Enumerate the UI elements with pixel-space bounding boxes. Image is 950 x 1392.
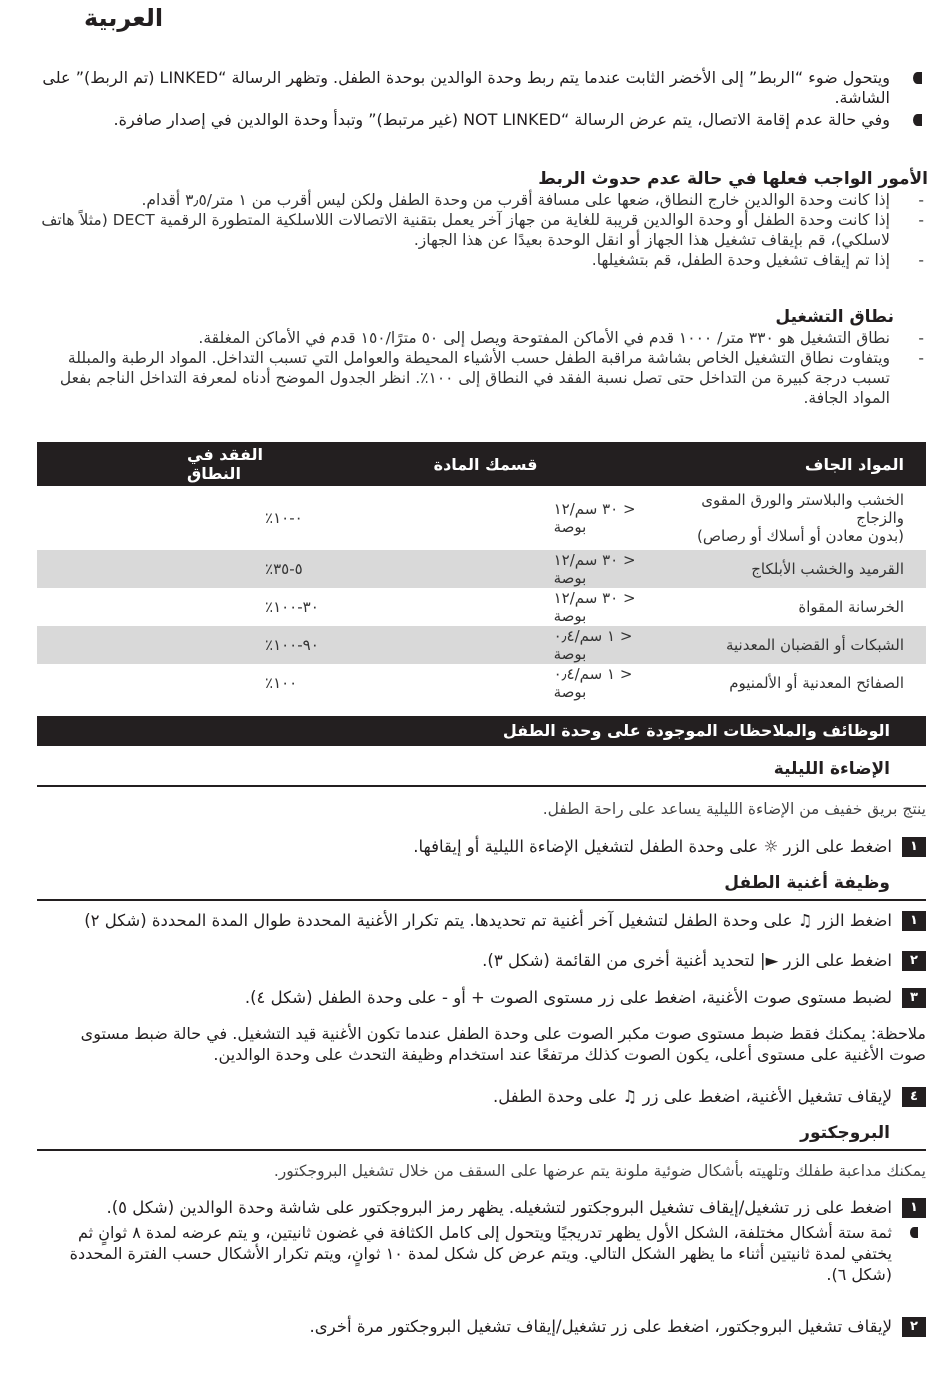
divider bbox=[37, 785, 926, 787]
table-cell-thickness: < ٣٠ سم/١٢ بوصة bbox=[553, 500, 636, 536]
step-text: اضغط الزر ♫ على وحدة الطفل لتشغيل آخر أغنية تم تحديدها. يتم تكرار الأغنية المحددة طوال المدة المحددة (شكل ٢) bbox=[84, 911, 892, 930]
table-cell-material: الشبكات أو القضبان المعدنية bbox=[674, 626, 926, 664]
bullet-text: وفي حالة عدم إقامة الاتصال، يتم عرض الرسالة “NOT LINKED (غير مرتبط)” وتبدأ وحدة الوالدين في إصدار صافرة. bbox=[113, 110, 890, 129]
not-linked-section bbox=[40, 168, 928, 270]
table-cell-thickness: < ٣٠ سم/١٢ بوصة bbox=[553, 589, 636, 625]
bullet-item bbox=[40, 68, 928, 108]
functions-section-bar: الوظائف والملاحظات الموجودة على وحدة الطفل bbox=[37, 716, 926, 746]
projector-step bbox=[40, 1197, 926, 1219]
table-row bbox=[37, 550, 926, 588]
lullaby-step bbox=[40, 987, 926, 1009]
step-text: اضغط على الزر ☼ على وحدة الطفل لتشغيل الإضاءة الليلية أو إيقافها. bbox=[413, 837, 892, 856]
dash-marker: - bbox=[918, 211, 924, 229]
table-cell-material: القرميد والخشب الأبلكاج bbox=[674, 550, 926, 588]
table-cell-loss: ٩٠-١٠٠٪ bbox=[37, 626, 344, 664]
list-item bbox=[40, 250, 928, 270]
dash-marker: - bbox=[918, 329, 924, 347]
night-light-heading: الإضاءة الليلية bbox=[773, 759, 890, 779]
table-cell-loss: ٣٠-١٠٠٪ bbox=[265, 598, 319, 616]
step-number: ١ bbox=[902, 911, 926, 931]
list-item-text: إذا كانت وحدة الوالدين خارج النطاق، ضعها على مسافة أقرب من وحدة الطفل ولكن ليس أقرب من ١ متر/٣٫٥ أقدام. bbox=[141, 191, 890, 209]
list-item bbox=[40, 210, 928, 250]
bullet-text: ويتحول ضوء “الربط” إلى الأخضر الثابت عندما يتم ربط وحدة الوالدين بوحدة الطفل. وتظهر الرسالة “LINKED (تم الربط)” على الشاشة. bbox=[42, 68, 890, 107]
bullet-icon bbox=[913, 114, 922, 126]
language-title: العربية bbox=[84, 4, 164, 32]
table-cell-material: الصفائح المعدنية أو الألمنيوم bbox=[729, 674, 904, 692]
step-number: ١ bbox=[902, 837, 926, 857]
projector-heading: البروجكتور bbox=[800, 1123, 890, 1143]
list-item-text: إذا تم إيقاف تشغيل وحدة الطفل، قم بتشغيلها. bbox=[591, 251, 890, 269]
interference-table bbox=[37, 442, 926, 702]
step-number: ٤ bbox=[902, 1087, 926, 1107]
lullaby-step bbox=[40, 950, 926, 972]
lullaby-note: ملاحظة: يمكنك فقط ضبط مستوى صوت مكبر الصوت على وحدة الطفل عندما تكون الأغنية قيد التشغيل. في حالة ضبط مستوى صوت الأغنية على مستوى أعلى، يكون الصوت كذلك مرتفعًا عند استخدام وظيفة التحدث على وحدة الوالدين. bbox=[80, 1024, 926, 1064]
night-light-step bbox=[40, 836, 926, 858]
list-item bbox=[40, 328, 928, 348]
lullaby-heading: وظيفة أغنية الطفل bbox=[724, 873, 890, 893]
table-cell-thickness: < ٣٠ سم/١٢ بوصة bbox=[344, 550, 675, 588]
dash-marker: - bbox=[918, 191, 924, 209]
bullet-text: ثمة ستة أشكال مختلفة، الشكل الأول يظهر تدريجيًا ويتحول إلى كامل الكثافة في غضون ثانيتين، و يتم عرضه لمدة ٨ ثوانٍ ثم يختفي لمدة ثانيتين أثناء ما يظهر الشكل التالي. ويتم عرض كل شكل لمدة ١٠ ثوانٍ، ويتم تكرار الأشكال حسب الفترة المحددة (شكل ٦). bbox=[69, 1223, 892, 1284]
step-text: لضبط مستوى صوت الأغنية، اضغط على زر مستوى الصوت + أو - على وحدة الطفل (شكل ٤). bbox=[244, 988, 892, 1007]
projector-sub-bullet bbox=[40, 1222, 926, 1285]
table-cell-loss: ٥-٣٥٪ bbox=[37, 550, 344, 588]
list-item-text: إذا كانت وحدة الطفل أو وحدة الوالدين قريبة للغاية من جهاز آخر يعمل بتقنية الاتصالات اللاسلكية المتطورة الرقمية DECT (مثلاً هاتف لاسلكي)، قم بإيقاف تشغيل هذا الجهاز أو انقل الوحدة بعيدًا عن هذا الجهاز. bbox=[41, 211, 890, 249]
column-header-thickness: قسمك المادة bbox=[344, 442, 675, 486]
lullaby-step bbox=[40, 910, 926, 932]
table-cell-material: الخرسانة المقواة bbox=[798, 598, 904, 616]
linked-status-bullets bbox=[40, 68, 928, 132]
lullaby-step bbox=[40, 1086, 926, 1108]
projector-step bbox=[40, 1316, 926, 1338]
dash-marker: - bbox=[918, 251, 924, 269]
table-row bbox=[37, 626, 926, 664]
list-item bbox=[40, 190, 928, 210]
step-number: ٢ bbox=[902, 951, 926, 971]
step-number: ٢ bbox=[902, 1317, 926, 1337]
step-text: لإيقاف تشغيل البروجكتور، اضغط على زر تشغيل/إيقاف تشغيل البروجكتور مرة أخرى. bbox=[309, 1317, 892, 1336]
list-item bbox=[40, 348, 928, 408]
section-heading: نطاق التشغيل bbox=[775, 307, 894, 327]
dash-list bbox=[40, 328, 928, 408]
table-header-row bbox=[37, 442, 926, 486]
dash-marker: - bbox=[918, 349, 924, 367]
bullet-item bbox=[40, 110, 928, 130]
table-cell-loss: ٠-١٠٪ bbox=[265, 509, 303, 527]
dash-list bbox=[40, 190, 928, 270]
step-text: لإيقاف تشغيل الأغنية، اضغط على زر ♫ على وحدة الطفل. bbox=[493, 1087, 892, 1106]
projector-intro: يمكنك مداعبة طفلك وتلهيته بأشكال ضوئية ملونة يتم عرضها على السقف من خلال تشغيل البروجكتور. bbox=[273, 1162, 926, 1180]
table-cell-loss: ١٠٠٪ bbox=[265, 674, 298, 692]
table-row bbox=[37, 664, 926, 702]
bullet-icon bbox=[910, 1227, 918, 1238]
table-row bbox=[37, 588, 926, 626]
divider bbox=[37, 1149, 926, 1151]
bullet-icon bbox=[913, 72, 922, 84]
step-number: ١ bbox=[902, 1198, 926, 1218]
step-number: ٣ bbox=[902, 988, 926, 1008]
list-item-text: نطاق التشغيل هو ٣٣٠ متر/ ١٠٠٠ قدم في الأماكن المفتوحة ويصل إلى ٥٠ مترًا/١٥٠ قدم في الأماكن المغلقة. bbox=[198, 329, 890, 347]
step-text: اضغط على الزر ►| لتحديد أغنية أخرى من القائمة (شكل ٣). bbox=[482, 951, 892, 970]
table-cell-thickness: < ١ سم/٠٫٤ بوصة bbox=[344, 626, 675, 664]
column-header-material: المواد الجاف bbox=[674, 442, 926, 486]
range-section bbox=[40, 306, 928, 408]
table-cell-material: الخشب والبلاستر والورق المقوى والزجاج (بدون معادن أو أسلاك أو رصاص) bbox=[697, 491, 904, 545]
step-text: اضغط على زر تشغيل/إيقاف تشغيل البروجكتور لتشغيله. يظهر رمز البروجكتور على شاشة وحدة الوالدين (شكل ٥). bbox=[106, 1198, 892, 1217]
night-light-intro: ينتج بريق خفيف من الإضاءة الليلية يساعد على راحة الطفل. bbox=[542, 800, 926, 818]
column-header-loss: الفقد في النطاق bbox=[37, 442, 344, 486]
table-cell-thickness: < ١ سم/٠٫٤ بوصة bbox=[553, 665, 633, 701]
list-item-text: ويتفاوت نطاق التشغيل الخاص بشاشة مراقبة الطفل حسب الأشياء المحيطة والعوامل التي تسبب التداخل. المواد الرطبة والمبللة تسبب درجة كبيرة من التداخل حتى تصل نسبة الفقد في النطاق إلى ١٠٠٪. انظر الجدول الموضح أدناه لمعرفة التداخل الناجم بفعل المواد الجافة. bbox=[59, 349, 890, 407]
divider bbox=[37, 899, 926, 901]
section-heading: الأمور الواجب فعلها في حالة عدم حدوث الربط bbox=[538, 169, 928, 189]
table-row bbox=[37, 486, 926, 550]
